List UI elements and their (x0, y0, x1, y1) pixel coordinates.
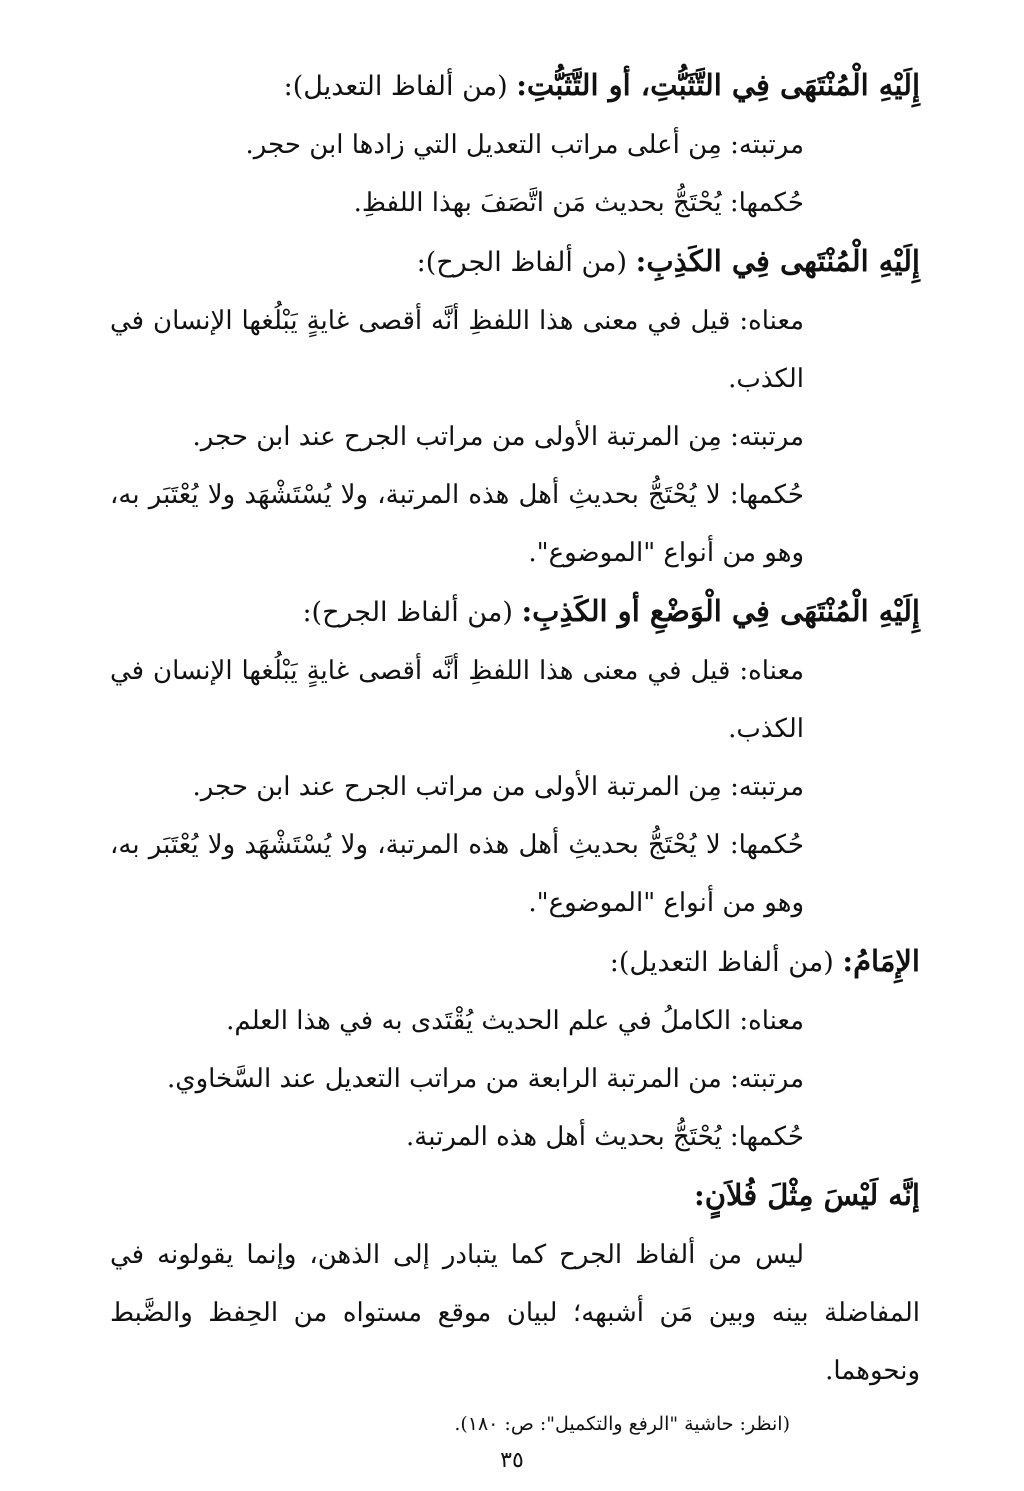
entry-term: إنَّه لَيْسَ مِثْلَ فُلاَنٍ: (694, 1178, 920, 1212)
entry-line: مرتبته: مِن المرتبة الأولى من مراتب الجرح عند ابن حجر. (192, 422, 804, 452)
entry-term: إِلَيْهِ الْمُنْتَهى فِي الكَذِبِ: (635, 244, 920, 278)
entry-term: الإِمَامُ: (842, 944, 920, 978)
entry-category: (من ألفاظ الجرح): (416, 247, 628, 278)
entry-category: (من ألفاظ التعديل): (283, 71, 508, 102)
entry-heading (110, 56, 920, 116)
entry-line: حُكمها: لا يُحْتَجُّ بحديثِ أهل هذه المرتبة، ولا يُسْتَشْهَد ولا يُعْتَبَر به، وهو من أنواع "الموضوع". (110, 480, 804, 568)
reference-note: (انظر: حاشية "الرفع والتكميل": ص: ١٨٠). (454, 1413, 790, 1435)
entry-line: حُكمها: لا يُحْتَجُّ بحديثِ أهل هذه المرتبة، ولا يُسْتَشْهَد ولا يُعْتَبَر به، وهو من أنواع "الموضوع". (110, 830, 804, 918)
entry-line: معناه: قيل في معنى هذا اللفظِ أنَّه أقصى غايةٍ يَبْلُغها الإنسان في الكذب. (110, 656, 804, 744)
entry-line: حُكمها: يُحْتَجُّ بحديث أهل هذه المرتبة. (406, 1122, 804, 1152)
entry-category: (من ألفاظ الجرح): (302, 597, 513, 628)
entry-term: إِلَيْهِ الْمُنْتَهَى فِي الْوَضْعِ أو الكَذِبِ: (521, 594, 920, 628)
entry-line: مرتبته: مِن أعلى مراتب التعديل التي زادها ابن حجر. (245, 130, 804, 160)
entry-category: (من ألفاظ التعديل): (609, 947, 834, 978)
entry-heading (110, 582, 920, 642)
entry-heading (110, 232, 920, 292)
entry-term: إِلَيْهِ الْمُنْتَهَى فِي التَّثَبُّتِ، أو التَّثَبُّتِ: (516, 68, 920, 102)
entry-heading (110, 1166, 920, 1226)
entry-line: حُكمها: يُحْتَجُّ بحديث مَن اتَّصَفَ بهذا اللفظِ. (353, 188, 804, 218)
entry-heading (110, 932, 920, 992)
entry-line: معناه: الكاملُ في علم الحديث يُقْتَدى به في هذا العلم. (226, 1006, 804, 1036)
entry-line: مرتبته: من المرتبة الرابعة من مراتب التعديل عند السَّخاوي. (166, 1064, 804, 1094)
page-number: ٣٥ (500, 1448, 524, 1473)
entry-line: معناه: قيل في معنى هذا اللفظِ أنَّه أقصى غايةٍ يَبْلُغها الإنسان في الكذب. (110, 306, 804, 394)
entry-line: ليس من ألفاظ الجرح كما يتبادر إلى الذهن، وإنما يقولونه في المفاضلة بينه وبين مَن أشبهه؛ لبيان موقع مستواه من الحِفظ والضَّبط ونحوهما. (110, 1240, 920, 1386)
entry-line: مرتبته: مِن المرتبة الأولى من مراتب الجرح عند ابن حجر. (192, 772, 804, 802)
page-content (110, 56, 920, 1448)
